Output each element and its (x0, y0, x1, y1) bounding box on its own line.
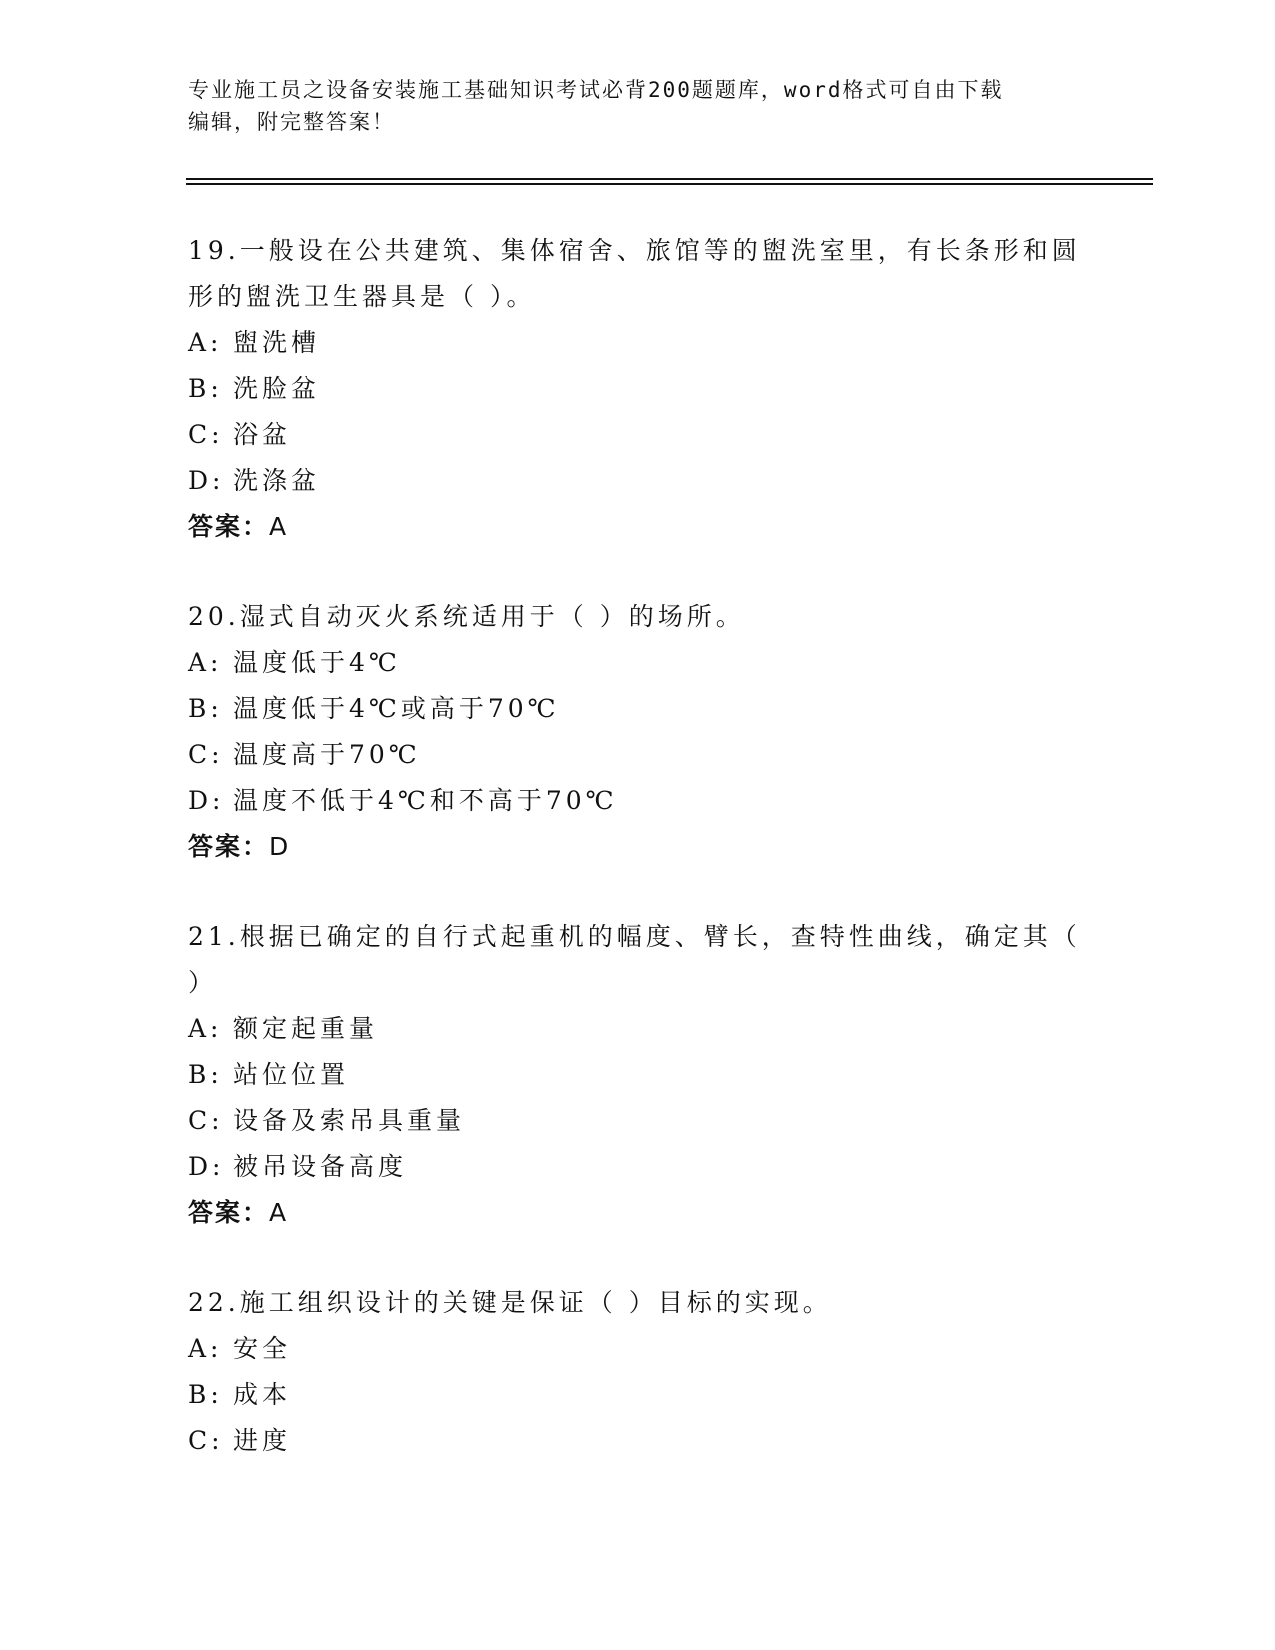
question-19 (188, 228, 1088, 550)
question-text (188, 1280, 1088, 1326)
option-letter: C: (188, 740, 224, 769)
option-text: 成本 (233, 1380, 292, 1409)
option-a (188, 640, 1088, 686)
option-a (188, 320, 1088, 366)
question-21 (188, 914, 1088, 1236)
answer (188, 1190, 1088, 1236)
option-letter: C: (188, 1426, 224, 1455)
document-header (188, 74, 1068, 138)
question-spacer (188, 1236, 1088, 1280)
question-text-line-1: 湿式自动灭火系统适用于（ ）的场所。 (239, 602, 745, 631)
question-text (188, 228, 1088, 274)
option-c (188, 412, 1088, 458)
question-number: 19. (188, 236, 240, 265)
option-text: 盥洗槽 (233, 328, 321, 357)
option-b (188, 1372, 1088, 1418)
header-divider-bottom (186, 183, 1153, 185)
option-d (188, 778, 1088, 824)
option-text: 站位位置 (233, 1060, 350, 1089)
question-text-line-2: ） (188, 968, 218, 997)
option-a (188, 1006, 1088, 1052)
question-list (188, 228, 1088, 1464)
option-letter: A: (188, 1334, 223, 1363)
option-d (188, 458, 1088, 504)
option-letter: A: (188, 648, 223, 677)
question-20 (188, 594, 1088, 870)
answer (188, 504, 1088, 550)
option-text: 洗脸盆 (233, 374, 321, 403)
option-c (188, 732, 1088, 778)
question-text-line-1: 一般设在公共建筑、集体宿舍、旅馆等的盥洗室里，有长条形和圆 (239, 236, 1081, 265)
option-text: 温度低于4℃或高于70℃ (233, 694, 560, 723)
option-a (188, 1326, 1088, 1372)
option-letter: A: (188, 328, 223, 357)
answer-value: D (269, 832, 291, 861)
question-spacer (188, 550, 1088, 594)
option-b (188, 686, 1088, 732)
option-letter: A: (188, 1014, 223, 1043)
option-c (188, 1098, 1088, 1144)
question-22 (188, 1280, 1088, 1464)
option-text: 设备及索吊具重量 (233, 1106, 466, 1135)
option-text: 额定起重量 (233, 1014, 379, 1043)
option-b (188, 1052, 1088, 1098)
question-text-line-1: 根据已确定的自行式起重机的幅度、臂长，查特性曲线，确定其（ (239, 922, 1081, 951)
option-letter: B: (188, 374, 223, 403)
header-divider-top (186, 178, 1153, 180)
option-b (188, 366, 1088, 412)
answer-label: 答案： (188, 832, 270, 861)
option-letter: B: (188, 1060, 223, 1089)
answer-value: A (269, 512, 289, 541)
option-letter: D: (188, 786, 225, 815)
option-letter: B: (188, 694, 223, 723)
question-text (188, 594, 1088, 640)
header-line-2: 编辑，附完整答案！ (188, 110, 395, 134)
option-text: 洗涤盆 (233, 466, 321, 495)
option-d (188, 1144, 1088, 1190)
question-spacer (188, 870, 1088, 914)
option-text: 安全 (233, 1334, 292, 1363)
option-letter: D: (188, 1152, 225, 1181)
option-text: 被吊设备高度 (233, 1152, 408, 1181)
option-text: 进度 (233, 1426, 292, 1455)
option-letter: B: (188, 1380, 223, 1409)
option-letter: C: (188, 420, 224, 449)
question-text-line-2: 形的盥洗卫生器具是（ ）。 (188, 282, 536, 311)
header-line-1: 专业施工员之设备安装施工基础知识考试必背200题题库，word格式可自由下载 (188, 78, 1004, 102)
question-text-line-1: 施工组织设计的关键是保证（ ）目标的实现。 (239, 1288, 832, 1317)
option-c (188, 1418, 1088, 1464)
option-text: 温度高于70℃ (233, 740, 421, 769)
answer (188, 824, 1088, 870)
question-text (188, 914, 1088, 960)
option-text: 温度低于4℃ (233, 648, 401, 677)
question-number: 20. (188, 602, 240, 631)
answer-label: 答案： (188, 1198, 270, 1227)
option-text: 温度不低于4℃和不高于70℃ (233, 786, 618, 815)
option-letter: C: (188, 1106, 224, 1135)
option-text: 浴盆 (233, 420, 292, 449)
question-number: 21. (188, 922, 240, 951)
question-number: 22. (188, 1288, 240, 1317)
option-letter: D: (188, 466, 225, 495)
answer-label: 答案： (188, 512, 270, 541)
answer-value: A (269, 1198, 289, 1227)
